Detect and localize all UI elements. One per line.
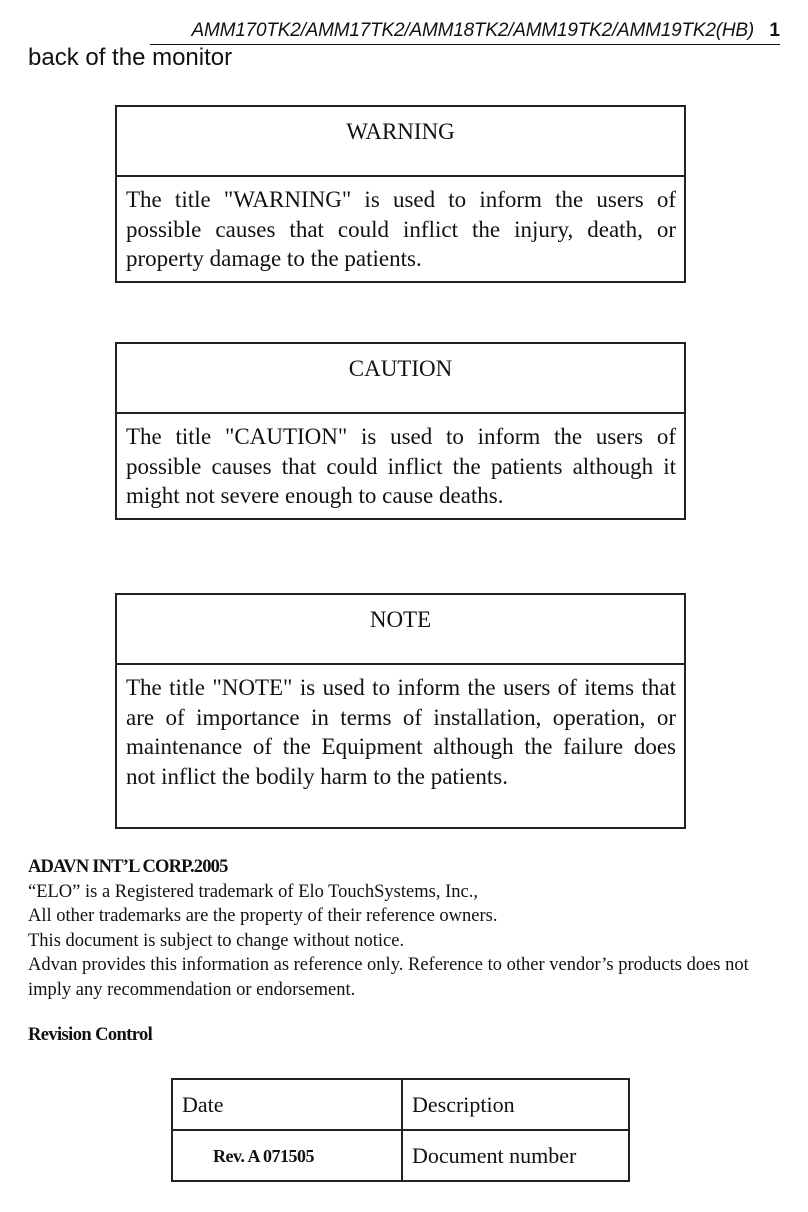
warning-title: WARNING (117, 107, 684, 177)
table-header-row (172, 1079, 629, 1130)
caution-title: CAUTION (117, 344, 684, 414)
legal-line: “ELO” is a Registered trademark of Elo TouchSystems, Inc., (28, 881, 478, 902)
note-title: NOTE (117, 595, 684, 665)
warning-body: The title "WARNING" is used to inform the users of possible causes that could inflict the injury, death, or property damage to the patients. (126, 187, 676, 271)
page-header (0, 20, 780, 46)
revision-description-cell: Document number (402, 1130, 629, 1181)
note-box (115, 593, 686, 829)
column-header-description: Description (402, 1079, 629, 1130)
caution-box (115, 342, 686, 520)
note-body: The title "NOTE" is used to inform the users of items that are of importance in terms of installation, operation, or maintenance of the Equipment although the failure does not inflict the bodily harm to the patients. (126, 675, 676, 789)
caution-body: The title "CAUTION" is used to inform the users of possible causes that could inflict the patients although it might not severe enough to cause deaths. (126, 424, 676, 508)
revision-date-cell: Rev. A 071505 (172, 1130, 402, 1181)
section-subtitle: back of the monitor (28, 44, 233, 71)
header-rule (150, 44, 780, 45)
legal-line: Advan provides this information as reference only. Reference to other vendor’s products does not imply any recommendation or endorsement. (28, 955, 749, 1000)
legal-notice (28, 855, 788, 1002)
revision-table (171, 1078, 630, 1182)
revision-heading: Revision Control (28, 1025, 153, 1045)
header-title: AMM170TK2/AMM17TK2/AMM18TK2/AMM19TK2/AMM19TK2(HB) (191, 20, 754, 41)
column-header-date: Date (172, 1079, 402, 1130)
table-row (172, 1130, 629, 1181)
legal-line: This document is subject to change without notice. (28, 930, 405, 951)
company-name: ADAVN INT’L CORP.2005 (28, 857, 228, 877)
warning-box (115, 105, 686, 283)
page-number: 1 (769, 20, 780, 41)
legal-line: All other trademarks are the property of their reference owners. (28, 906, 498, 926)
